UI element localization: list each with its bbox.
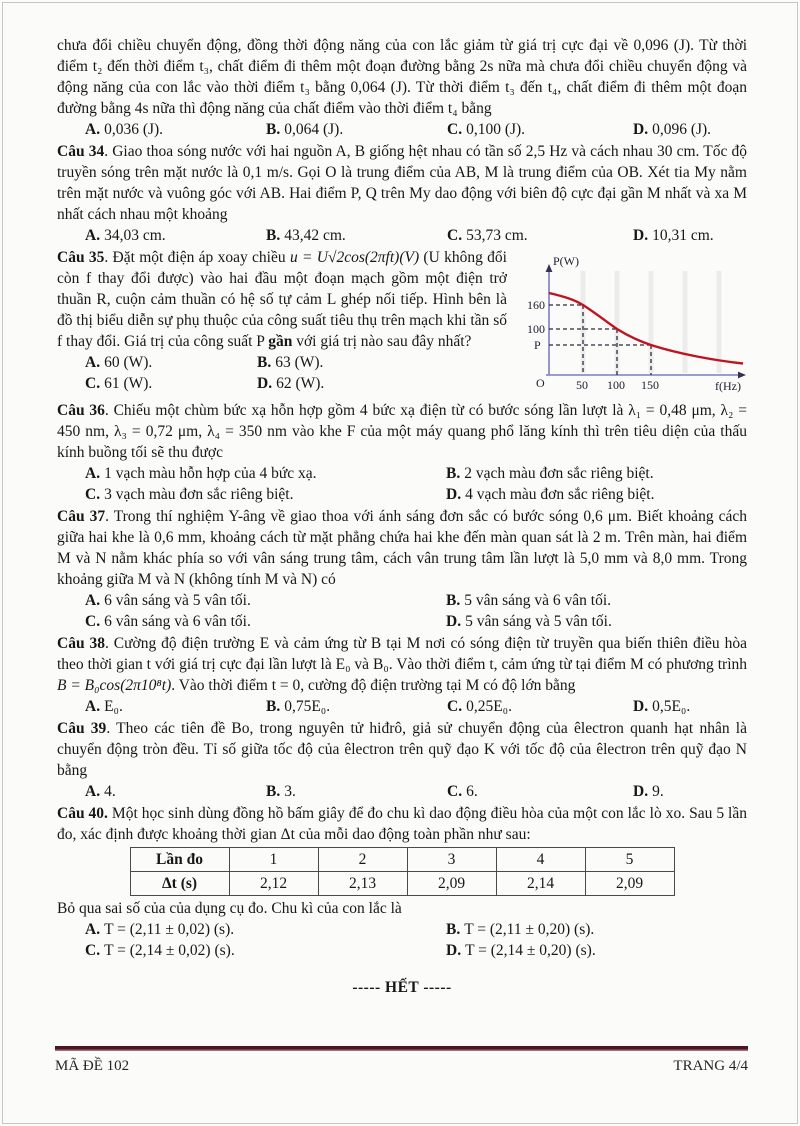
question-36 (57, 400, 747, 505)
option-a (85, 781, 266, 802)
option-text: 6 vân sáng và 5 vân tối. (104, 592, 251, 609)
page-footer (55, 1046, 748, 1077)
table-row-dt (130, 872, 674, 896)
table-cell: 2,09 (407, 872, 496, 896)
option-text: 43,42 cm. (284, 227, 346, 244)
option-text: 4 vạch màu đơn sắc riêng biệt. (465, 486, 655, 503)
question-number: Câu 40. (57, 805, 108, 822)
option-letter: D. (446, 942, 462, 959)
option-letter: D. (633, 121, 649, 138)
option-a (85, 919, 446, 940)
question-number: Câu 36 (57, 402, 105, 419)
option-a (85, 590, 446, 611)
question-text (57, 803, 747, 845)
question-body: . Trong thí nghiệm Y-âng về giao thoa với ánh sáng đơn sắc có bước sóng 0,6 μm. Biết khoảng cách giữa hai khe là 0,6 mm, khoảng cách từ mặt phẳng chứa hai khe đến màn quan sát là 2 m. Trên màn, hai điểm M và N nằm khác phía so với vân sáng trung tâm, cách vân trung tâm lần lượt là 5,0 mm và 8,0 mm. Trong khoảng giữa M và N (không tính M và N) có (57, 508, 747, 588)
option-letter: A. (85, 227, 101, 244)
power-frequency-chart (519, 253, 747, 399)
x-tick-50: 50 (576, 378, 588, 392)
question-number: Câu 35 (57, 249, 105, 266)
question-body: . Theo các tiên đề Bo, trong nguyên tử hiđrô, giả sử chuyển động của êlectron quanh hạt nhân là chuyển động tròn đều. Tỉ số giữa tốc độ của êlectron trên quỹ đạo K với tốc độ của êlectron trên quỹ đạo N bằng (57, 720, 747, 779)
option-text: T = (2,14 ± 0,02) (s). (104, 942, 235, 959)
question-text (57, 506, 747, 590)
option-text: 0,064 (J). (284, 121, 344, 138)
option-letter: B. (266, 698, 281, 715)
question-body: chưa đổi chiều chuyển động, đồng thời động năng của con lắc giảm từ giá trị cực đại về 0,096 (J). Từ thời điểm t₂ đến thời điểm t₃, chất điểm đi thêm một đoạn đường bằng 2s nữa mà chưa đổi chiều chuyển động và động năng của con lắc vào thời điểm t₃ bằng 0,064 (J). Từ thời điểm t₃ đến t₄, chất điểm đi thêm một đoạn đường bằng 4s nữa thì động năng của chất điểm vào thời điểm t₄ bằng (57, 37, 747, 117)
option-b (446, 590, 747, 611)
table-cell: 1 (229, 848, 318, 872)
option-text: 5 vân sáng và 5 vân tối. (465, 613, 612, 630)
x-tick-150: 150 (641, 378, 659, 392)
option-c (447, 225, 633, 246)
option-text: 62 (W). (276, 375, 325, 392)
footer-text-row (55, 1056, 748, 1077)
option-a (85, 225, 266, 246)
option-text: 6 vân sáng và 6 vân tối. (104, 613, 251, 630)
emphasis-word: gần (268, 333, 293, 350)
option-text: 4. (104, 783, 116, 800)
footer-divider (55, 1046, 748, 1051)
question-40 (57, 803, 747, 961)
page-number: TRANG 4/4 (673, 1058, 748, 1074)
option-text: 0,100 (J). (466, 121, 526, 138)
table-cell: 2,14 (496, 872, 585, 896)
question-number: Câu 38 (57, 635, 105, 652)
question-body: Một học sinh dùng đồng hồ bấm giây để đo chu kì dao động điều hòa của một con lắc lò xo. Sau 5 lần đo, xác định được khoảng thời gian Δt của mỗi dao động toàn phần như sau: (57, 805, 747, 843)
table-cell: 2,13 (318, 872, 407, 896)
option-text: 60 (W). (104, 354, 153, 371)
option-a (85, 696, 266, 717)
option-b (266, 119, 447, 140)
question-body: (U không đổi còn f thay đổi được) vào hai đầu một đoạn mạch gồm một điện trở thuần R, cuộn cảm thuần có hệ số tự cảm L ghép nối tiếp. Hình bên là đồ thị biểu diễn sự phụ thuộc của công suất tiêu thụ trên mạch khi tần số f thay đổi. Giá trị của công suất P (57, 249, 507, 350)
option-letter: C. (85, 375, 101, 392)
option-text: T = (2,11 ± 0,02) (s). (104, 921, 235, 938)
question-35-text-column (57, 247, 507, 394)
magnetic-field-formula: B = B₀cos(2π10⁸t) (57, 677, 172, 694)
option-letter: A. (85, 465, 101, 482)
question-number: Câu 39 (57, 720, 107, 737)
option-letter: C. (447, 121, 463, 138)
option-letter: A. (85, 592, 101, 609)
exam-page-content (57, 35, 747, 998)
answer-options (57, 225, 747, 246)
option-letter: A. (85, 698, 101, 715)
y-axis-arrow (546, 264, 553, 272)
question-35-graph-column (507, 247, 747, 399)
question-body: . Đặt một điện áp xoay chiều (104, 249, 290, 266)
option-b (446, 919, 747, 940)
y-tick-P: P (534, 338, 541, 352)
answer-options (57, 463, 747, 505)
option-d (633, 781, 747, 802)
question-text (57, 141, 747, 225)
option-letter: A. (85, 121, 101, 138)
option-text: 63 (W). (275, 354, 324, 371)
option-d (446, 484, 747, 505)
question-body: Bỏ qua sai số của của dụng cụ đo. Chu kì của con lắc là (57, 900, 402, 917)
option-a (85, 119, 266, 140)
option-letter: C. (85, 613, 101, 630)
option-b (257, 352, 507, 373)
y-tick-160: 160 (527, 298, 545, 312)
option-text: 53,73 cm. (466, 227, 528, 244)
option-text: 10,31 cm. (652, 227, 714, 244)
table-row-trial (130, 848, 674, 872)
answer-options (57, 781, 747, 802)
answer-options (57, 119, 747, 140)
option-c (447, 781, 633, 802)
question-body: . Vào thời điểm t = 0, cường độ điện trường tại M có độ lớn bằng (171, 677, 576, 694)
option-b (266, 781, 447, 802)
table-cell: 2 (318, 848, 407, 872)
y-tick-100: 100 (527, 322, 545, 336)
option-letter: B. (446, 592, 461, 609)
option-c (85, 373, 257, 394)
question-39 (57, 718, 747, 802)
option-c (447, 696, 633, 717)
question-38 (57, 633, 747, 717)
option-d (633, 225, 747, 246)
question-text (57, 35, 747, 119)
question-34 (57, 141, 747, 246)
option-c (85, 484, 446, 505)
option-text: 61 (W). (104, 375, 153, 392)
power-curve (549, 293, 743, 364)
option-letter: B. (446, 921, 461, 938)
option-letter: D. (446, 486, 462, 503)
question-body: . Giao thoa sóng nước với hai nguồn A, B giống hệt nhau có tần số 2,5 Hz và cách nhau 30 cm. Tốc độ truyền sóng trên mặt nước là 0,1 m/s. Gọi O là trung điểm của AB, M là trung điểm của OB. Xét tia My nằm trên mặt nước và vuông góc với AB. Hai điểm P, Q trên My dao động với biên độ cực đại gần M nhất và xa M nhất cách nhau một khoảng (57, 143, 747, 223)
option-letter: D. (633, 698, 649, 715)
x-tick-100: 100 (607, 378, 625, 392)
option-text: T = (2,14 ± 0,20) (s). (465, 942, 596, 959)
question-text (57, 633, 747, 696)
voltage-formula: u = U√2cos(2πft)(V) (289, 249, 420, 266)
question-number: Câu 37 (57, 508, 106, 525)
option-letter: C. (85, 486, 101, 503)
option-text: 3 vạch màu đơn sắc riêng biệt. (104, 486, 294, 503)
end-of-exam-marker: ----- HẾT ----- (352, 979, 452, 996)
answer-options (57, 696, 747, 717)
option-c (85, 611, 446, 632)
option-letter: C. (85, 942, 101, 959)
table-cell-header: Δt (s) (130, 872, 229, 896)
table-cell: 3 (407, 848, 496, 872)
x-axis-label: f(Hz) (715, 379, 741, 393)
option-text: 6. (466, 783, 478, 800)
option-letter: A. (85, 921, 101, 938)
option-letter: C. (447, 698, 463, 715)
option-letter: D. (257, 375, 273, 392)
option-letter: D. (446, 613, 462, 630)
option-d (633, 119, 747, 140)
option-d (446, 940, 747, 961)
answer-options (57, 919, 747, 961)
question-text (57, 400, 747, 463)
option-b (266, 696, 447, 717)
question-body: . Chiếu một chùm bức xạ hỗn hợp gồm 4 bức xạ điện từ có bước sóng lần lượt là λ₁ = 0,48 μm, λ₂ = 450 nm, λ₃ = 0,72 μm, λ₄ = 350 nm vào khe F của một máy quang phổ lăng kính thì trên tiêu diện của thấu kính buồng tối sẽ thu được (57, 402, 747, 461)
option-d (633, 696, 747, 717)
question-text (57, 718, 747, 781)
table-cell-header: Lần đo (130, 848, 229, 872)
answer-options (57, 590, 747, 632)
question-37 (57, 506, 747, 632)
option-text: 3. (284, 783, 296, 800)
option-b (266, 225, 447, 246)
option-b (446, 463, 747, 484)
option-d (257, 373, 507, 394)
option-letter: C. (447, 227, 463, 244)
option-text: 34,03 cm. (104, 227, 166, 244)
option-text: 0,75E₀. (284, 698, 331, 715)
exam-code: MÃ ĐỀ 102 (55, 1058, 130, 1074)
question-body: . Cường độ điện trường E và cảm ứng từ B tại M nơi có sóng điện từ truyền qua biến thiên điều hòa theo thời gian t với giá trị cực đại lần lượt là E₀ và B₀. Vào thời điểm t, cảm ứng từ tại điểm M có phương trình (57, 635, 747, 673)
option-a (85, 352, 257, 373)
question-followup-text (57, 898, 747, 919)
option-letter: C. (447, 783, 463, 800)
option-text: 1 vạch màu hỗn hợp của 4 bức xạ. (104, 465, 317, 482)
option-text: 9. (652, 783, 664, 800)
option-text: T = (2,11 ± 0,20) (s). (464, 921, 595, 938)
table-cell: 2,09 (585, 872, 674, 896)
origin-label: O (536, 376, 545, 390)
option-text: 5 vân sáng và 6 vân tối. (464, 592, 612, 609)
option-letter: A. (85, 354, 101, 371)
option-letter: B. (266, 227, 281, 244)
x-axis-arrow (738, 372, 746, 379)
option-c (447, 119, 633, 140)
option-text: E₀. (104, 698, 123, 715)
option-d (446, 611, 747, 632)
option-text: 0,096 (J). (652, 121, 712, 138)
option-letter: D. (633, 227, 649, 244)
answer-options (57, 352, 507, 394)
option-text: 0,5E₀. (652, 698, 691, 715)
measurement-table (130, 847, 675, 896)
option-letter: B. (266, 783, 281, 800)
option-text: 2 vạch màu đơn sắc riêng biệt. (464, 465, 654, 482)
question-number: Câu 34 (57, 143, 105, 160)
question-35 (57, 247, 747, 399)
question-body: với giá trị nào sau đây nhất? (292, 333, 472, 350)
option-letter: B. (266, 121, 281, 138)
option-letter: D. (633, 783, 649, 800)
option-c (85, 940, 446, 961)
table-cell: 4 (496, 848, 585, 872)
option-text: 0,036 (J). (104, 121, 164, 138)
table-cell: 5 (585, 848, 674, 872)
option-letter: B. (446, 465, 461, 482)
question-33-continuation (57, 35, 747, 140)
table-cell: 2,12 (229, 872, 318, 896)
question-text (57, 247, 507, 352)
option-a (85, 463, 446, 484)
option-letter: A. (85, 783, 101, 800)
option-letter: B. (257, 354, 272, 371)
option-text: 0,25E₀. (466, 698, 512, 715)
y-axis-label: P(W) (553, 254, 579, 268)
